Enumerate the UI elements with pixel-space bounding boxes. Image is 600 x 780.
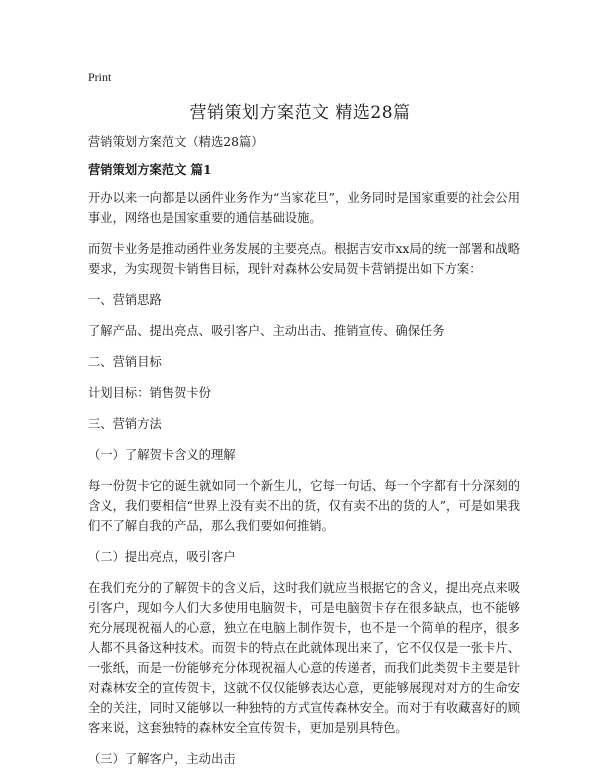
document-body	[88, 132, 520, 780]
section-title-marketing-goal: 二、营销目标	[88, 355, 162, 369]
paragraph-highlights: 在我们充分的了解贺卡的含义后，这时我们就应当根据它的含义，提出亮点来吸引客户，现如今人们大多使用电脑贺卡，可是电脑贺卡存在很多缺点，也不能够充分展现祝福人的心意，独立在电脑上制作贺卡，也不是一个简单的程序，很多人都不具备这种技术。而贺卡的特点在此就体现出来了，它不仅仅是一张卡片、一张纸，而是一份能够充分体现祝福人心意的传递者，而我们此类贺卡主要是针对森林安全的宣传贺卡，这就不仅仅能够表达心意，更能够展现对对方的生命安全的关注，同时又能够以一种独特的方式宣传森林安全。而对于有收藏喜好的顾客来说，这套独特的森林安全宣传贺卡，更加是别具特色。	[88, 581, 520, 735]
paragraph-marketing-idea: 了解产品、提出亮点、吸引客户、主动出击、推销宣传、确保任务	[88, 324, 445, 338]
paragraph-intro: 开办以来一向都是以函件业务作为“当家花旦”，业务同时是国家重要的社会公用事业，网络也是国家重要的通信基础设施。	[88, 191, 520, 225]
section-title-marketing-method: 三、营销方法	[88, 417, 162, 431]
section-title-marketing-idea: 一、营销思路	[88, 293, 162, 307]
subsection-title-3: （三）了解客户，主动出击	[88, 752, 236, 766]
paragraph-background: 而贺卡业务是推动函件业务发展的主要亮点。根据吉安市xx局的统一部署和战略要求，为实现贺卡销售目标，现针对森林公安局贺卡营销提出如下方案：	[88, 242, 520, 276]
paragraph-card-meaning: 每一份贺卡它的诞生就如同一个新生儿，它每一句话、每一个字都有十分深刻的含义，我们要相信“世界上没有卖不出的货，仅有卖不出的货的人”，可是如果我们不了解自我的产品，那么我们要如何推销。	[88, 479, 520, 533]
subsection-title-1: （一）了解贺卡含义的理解	[88, 448, 236, 462]
subsection-title-2: （二）提出亮点，吸引客户	[88, 550, 236, 564]
paragraph-marketing-goal: 计划目标：销售贺卡份	[88, 386, 211, 400]
page-title: 营销策划方案范文 精选28篇	[189, 103, 411, 123]
print-link[interactable]: Print	[88, 70, 112, 84]
section-heading: 营销策划方案范文 篇1	[88, 162, 212, 177]
document-subtitle: 营销策划方案范文（精选28篇）	[88, 135, 264, 149]
